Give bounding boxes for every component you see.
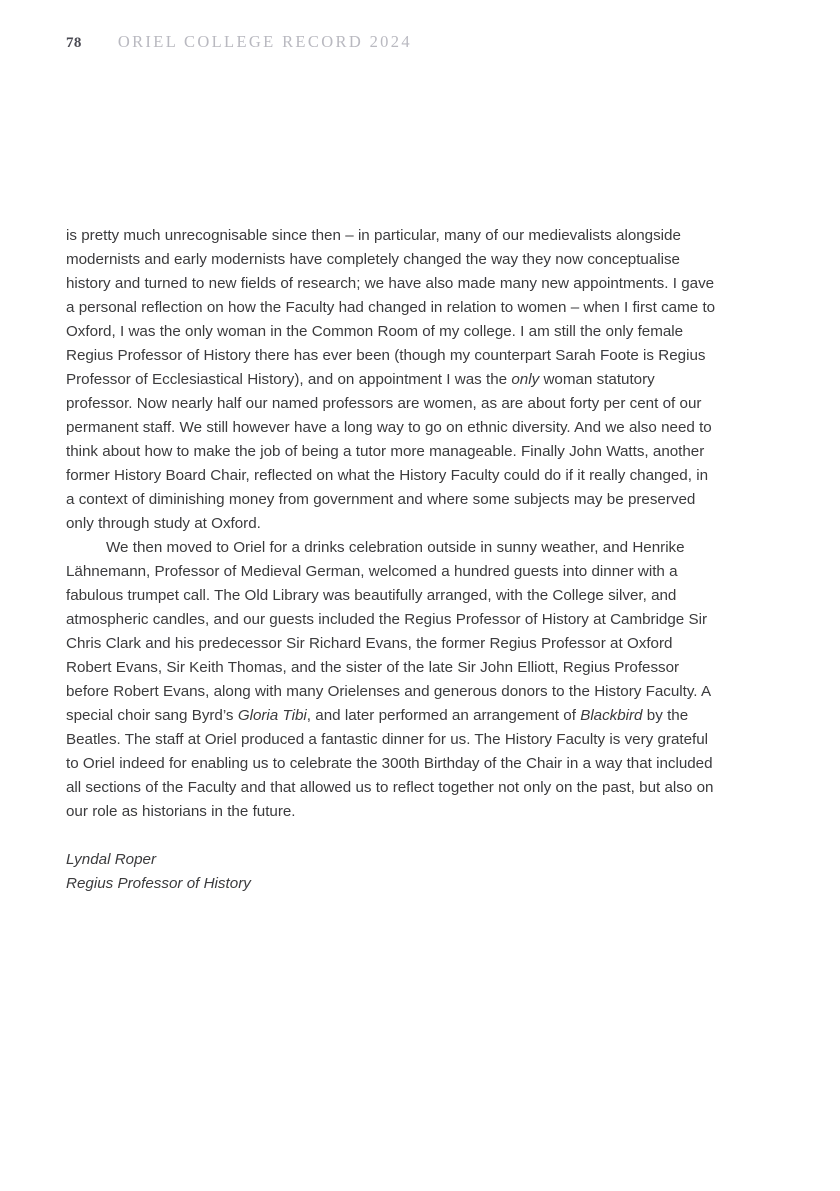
running-head-title: ORIEL COLLEGE RECORD 2024 [117, 32, 412, 51]
text-run: is pretty much unrecognisable since then – in particular, many of our medievalists alongside modernists and early modernists have completely changed the way they now conceptualise history and turned to new fields of research; we have also made many new appointments. I gave a personal reflection on how the Faculty had changed in relation to women – when I first came to Oxford, I was the only woman in the Common Room of my college. I am still the only female Regius Professor of History there has ever been (though my counterpart Sarah Foote is Regius Professor of Ecclesiastical History), and on appointment I was the [66, 227, 716, 388]
text-run: woman statutory professor. Now nearly half our named professors are women, as are about forty per cent of our permanent staff. We still however have a long way to go on ethnic diversity. And we also need to think about how to make the job of being a tutor more manageable. Finally John Watts, another former History Board Chair, reflected on what the History Faculty could do if it really changed, in a context of diminishing money from government and where some subjects may be preserved only through study at Oxford. [66, 371, 712, 532]
text-run: We then moved to Oriel for a drinks celebration outside in sunny weather, and Henrike Lähnemann, Professor of Medieval German, welcomed a hundred guests into dinner with a fabulous trumpet call. The Old Library was beautifully arranged, with the College silver, and atmospheric candles, and our guests included the Regius Professor of History at Cambridge Sir Chris Clark and his predecessor Sir Richard Evans, the former Regius Professor at Oxford Robert Evans, Sir Keith Thomas, and the sister of the late Sir John Elliott, Regius Professor before Robert Evans, along with many Orielenses and generous donors to the History Faculty. A special choir sang Byrd’s [66, 539, 711, 724]
page-folio-number: 78 [66, 35, 82, 51]
italic-text-run: only [511, 371, 540, 388]
signature-block [66, 848, 720, 896]
italic-text-run: Gloria Tibi [237, 707, 307, 724]
signature-author-name: Lyndal Roper [66, 851, 157, 868]
paragraph-list [66, 224, 720, 824]
body-text-block [66, 224, 720, 896]
signature-author-title: Regius Professor of History [66, 875, 251, 892]
running-head [66, 32, 412, 52]
text-run: by the Beatles. The staff at Oriel produced a fantastic dinner for us. The History Faculty is very grateful to Oriel indeed for enabling us to celebrate the 300th Birthday of the Chair in a way that included all sections of the Faculty and that allowed us to reflect together not only on the past, but also on our role as historians in the future. [66, 707, 714, 820]
text-run: , and later performed an arrangement of [306, 707, 581, 724]
body-paragraph [66, 224, 720, 536]
italic-text-run: Blackbird [580, 707, 643, 724]
body-paragraph [66, 536, 720, 824]
